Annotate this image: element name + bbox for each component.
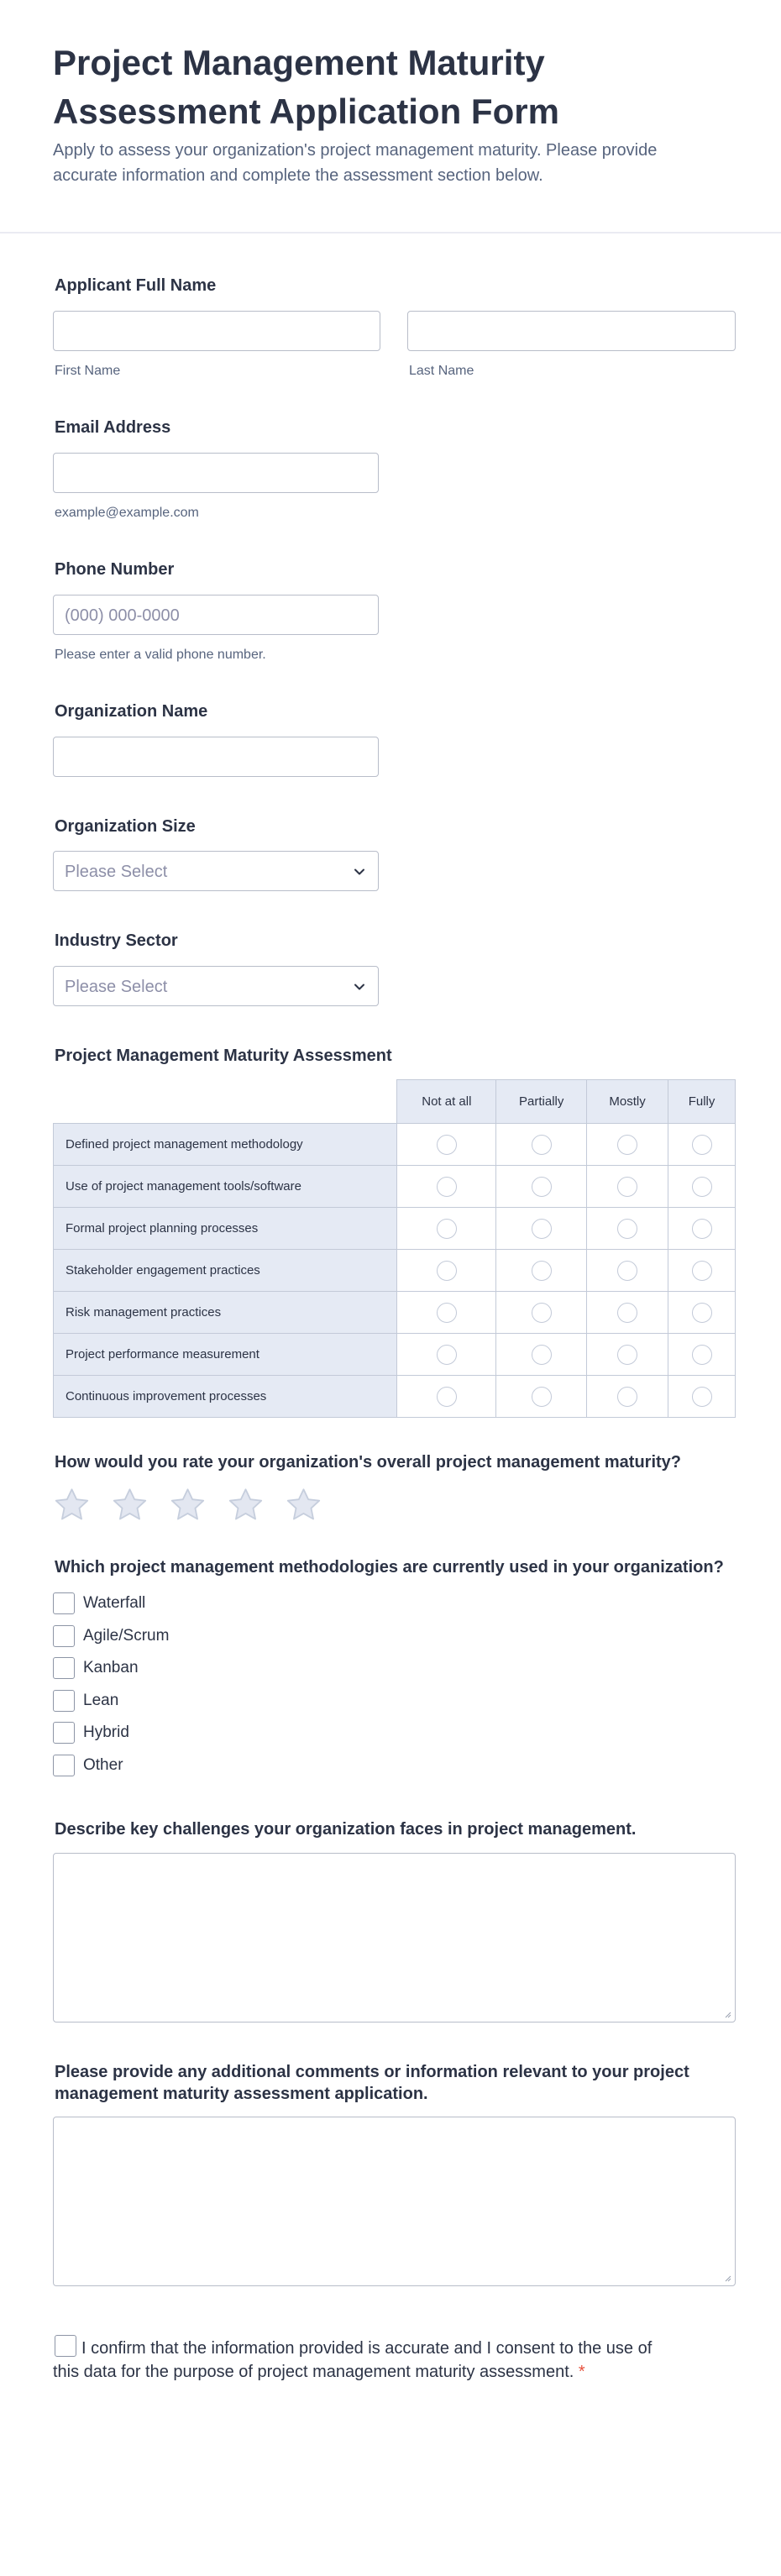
methodology-option[interactable]	[53, 1625, 169, 1647]
matrix-row-label: Use of project management tools/software	[54, 1166, 397, 1208]
methodologies-label: Which project management methodologies are currently used in your organization?	[55, 1558, 724, 1577]
matrix-row-label: Stakeholder engagement practices	[54, 1250, 397, 1292]
matrix-cell[interactable]	[668, 1376, 736, 1418]
star-icon[interactable]	[169, 1487, 207, 1524]
methodology-option-label: Waterfall	[83, 1594, 146, 1612]
consent-text: I confirm that the information provided is accurate and I consent to the use of this data for the purpose of project management maturity assessment.	[53, 2339, 653, 2381]
matrix-radio[interactable]	[437, 1345, 457, 1365]
methodology-option-label: Hybrid	[83, 1723, 129, 1741]
assessment-matrix	[53, 1079, 736, 1418]
matrix-radio[interactable]	[532, 1345, 552, 1365]
matrix-corner	[54, 1080, 397, 1124]
industry-selected: Please Select	[65, 978, 168, 996]
matrix-cell[interactable]	[668, 1250, 736, 1292]
matrix-row	[54, 1376, 736, 1418]
checkbox[interactable]	[53, 1755, 75, 1776]
matrix-cell[interactable]	[587, 1208, 668, 1250]
matrix-radio[interactable]	[617, 1387, 637, 1407]
matrix-radio[interactable]	[532, 1303, 552, 1323]
matrix-cell[interactable]	[587, 1124, 668, 1166]
last-name-input[interactable]	[407, 311, 736, 351]
matrix-radio[interactable]	[437, 1177, 457, 1197]
matrix-cell[interactable]	[496, 1208, 587, 1250]
matrix-radio[interactable]	[532, 1177, 552, 1197]
consent-checkbox[interactable]	[55, 2335, 76, 2357]
comments-textarea[interactable]	[53, 2117, 736, 2286]
resize-grip-icon[interactable]	[723, 2010, 731, 2018]
matrix-radio[interactable]	[532, 1135, 552, 1155]
matrix-radio[interactable]	[692, 1219, 712, 1239]
matrix-cell[interactable]	[496, 1124, 587, 1166]
matrix-cell[interactable]	[397, 1376, 496, 1418]
resize-grip-icon[interactable]	[723, 2274, 731, 2282]
matrix-row	[54, 1334, 736, 1376]
consent-field	[53, 2335, 658, 2384]
matrix-radio[interactable]	[437, 1387, 457, 1407]
matrix-row	[54, 1124, 736, 1166]
matrix-row	[54, 1166, 736, 1208]
matrix-radio[interactable]	[532, 1261, 552, 1281]
matrix-radio[interactable]	[617, 1135, 637, 1155]
matrix-radio[interactable]	[437, 1219, 457, 1239]
matrix-radio[interactable]	[532, 1219, 552, 1239]
matrix-cell[interactable]	[587, 1292, 668, 1334]
page-subtitle: Apply to assess your organization's project management maturity. Please provide accurate information and complete the assessment section below.	[53, 141, 658, 185]
matrix-header-row	[54, 1080, 736, 1124]
matrix-radio[interactable]	[692, 1345, 712, 1365]
page-title: Project Management Maturity Assessment Application Form	[53, 43, 559, 131]
challenges-textarea[interactable]	[53, 1853, 736, 2023]
matrix-cell[interactable]	[587, 1334, 668, 1376]
form-header	[0, 0, 781, 233]
first-name-input[interactable]	[53, 311, 380, 351]
matrix-row-label: Project performance measurement	[54, 1334, 397, 1376]
matrix-cell[interactable]	[397, 1124, 496, 1166]
chevron-down-icon	[351, 863, 368, 880]
phone-input[interactable]	[53, 595, 379, 635]
matrix-cell[interactable]	[397, 1208, 496, 1250]
checkbox[interactable]	[53, 1722, 75, 1744]
industry-select[interactable]	[53, 966, 379, 1006]
last-name-sublabel: Last Name	[409, 364, 474, 378]
checkbox[interactable]	[53, 1690, 75, 1712]
matrix-row-label: Defined project management methodology	[54, 1124, 397, 1166]
star-icon[interactable]	[111, 1487, 149, 1524]
checkbox[interactable]	[53, 1592, 75, 1614]
phone-sublabel: Please enter a valid phone number.	[55, 648, 266, 662]
matrix-radio[interactable]	[617, 1303, 637, 1323]
matrix-cell[interactable]	[496, 1292, 587, 1334]
org-size-label: Organization Size	[55, 817, 196, 836]
matrix-row-label: Continuous improvement processes	[54, 1376, 397, 1418]
matrix-cell[interactable]	[496, 1250, 587, 1292]
matrix-row	[54, 1250, 736, 1292]
email-label: Email Address	[55, 418, 171, 437]
matrix-cell[interactable]	[397, 1166, 496, 1208]
star-rating	[53, 1487, 322, 1524]
methodology-option[interactable]	[53, 1690, 118, 1712]
industry-label: Industry Sector	[55, 931, 178, 950]
methodology-option-label: Kanban	[83, 1659, 139, 1676]
matrix-radio[interactable]	[437, 1261, 457, 1281]
matrix-radio[interactable]	[617, 1261, 637, 1281]
matrix-label: Project Management Maturity Assessment	[55, 1047, 392, 1065]
star-icon[interactable]	[227, 1487, 265, 1524]
matrix-radio[interactable]	[437, 1303, 457, 1323]
matrix-cell[interactable]	[587, 1250, 668, 1292]
matrix-radio[interactable]	[617, 1177, 637, 1197]
methodology-option-label: Lean	[83, 1692, 119, 1709]
phone-label: Phone Number	[55, 560, 175, 579]
matrix-cell[interactable]	[587, 1376, 668, 1418]
matrix-radio[interactable]	[692, 1177, 712, 1197]
methodology-option[interactable]	[53, 1657, 139, 1679]
methodology-option-label: Other	[83, 1756, 123, 1774]
matrix-radio[interactable]	[692, 1135, 712, 1155]
star-icon[interactable]	[53, 1487, 91, 1524]
matrix-cell[interactable]	[496, 1334, 587, 1376]
matrix-radio[interactable]	[437, 1135, 457, 1155]
email-input[interactable]	[53, 453, 379, 493]
matrix-radio[interactable]	[617, 1219, 637, 1239]
matrix-cell[interactable]	[668, 1124, 736, 1166]
methodology-option[interactable]	[53, 1592, 145, 1614]
matrix-col-header: Partially	[496, 1080, 587, 1124]
matrix-cell[interactable]	[397, 1334, 496, 1376]
matrix-col-header: Mostly	[587, 1080, 668, 1124]
phone-placeholder: (000) 000-0000	[65, 606, 180, 625]
matrix-cell[interactable]	[397, 1292, 496, 1334]
methodology-option-label: Agile/Scrum	[83, 1627, 170, 1645]
methodology-option[interactable]	[53, 1722, 129, 1744]
matrix-row-label: Formal project planning processes	[54, 1208, 397, 1250]
chevron-down-icon	[351, 978, 368, 995]
matrix-cell[interactable]	[496, 1166, 587, 1208]
matrix-radio[interactable]	[692, 1387, 712, 1407]
matrix-col-header: Fully	[668, 1080, 736, 1124]
first-name-sublabel: First Name	[55, 364, 121, 378]
organization-input[interactable]	[53, 737, 379, 777]
comments-label: Please provide any additional comments or information relevant to your project management maturity assessment application.	[55, 2063, 689, 2103]
matrix-row	[54, 1292, 736, 1334]
checkbox[interactable]	[53, 1657, 75, 1679]
checkbox[interactable]	[53, 1625, 75, 1647]
full-name-label: Applicant Full Name	[55, 276, 217, 295]
matrix-cell[interactable]	[668, 1208, 736, 1250]
matrix-radio[interactable]	[532, 1387, 552, 1407]
matrix-cell[interactable]	[397, 1250, 496, 1292]
matrix-radio[interactable]	[692, 1261, 712, 1281]
matrix-row	[54, 1208, 736, 1250]
matrix-cell[interactable]	[496, 1376, 587, 1418]
matrix-radio[interactable]	[692, 1303, 712, 1323]
matrix-col-header: Not at all	[397, 1080, 496, 1124]
organization-label: Organization Name	[55, 702, 208, 721]
matrix-cell[interactable]	[668, 1334, 736, 1376]
required-mark: *	[578, 2363, 585, 2381]
challenges-label: Describe key challenges your organization faces in project management.	[55, 1820, 637, 1839]
org-size-selected: Please Select	[65, 863, 168, 881]
rating-label: How would you rate your organization's overall project management maturity?	[55, 1453, 681, 1472]
matrix-cell[interactable]	[587, 1166, 668, 1208]
matrix-cell[interactable]	[668, 1166, 736, 1208]
org-size-select[interactable]	[53, 851, 379, 891]
matrix-radio[interactable]	[617, 1345, 637, 1365]
star-icon[interactable]	[285, 1487, 322, 1524]
email-sublabel: example@example.com	[55, 506, 199, 520]
methodology-option[interactable]	[53, 1755, 123, 1776]
matrix-row-label: Risk management practices	[54, 1292, 397, 1334]
matrix-cell[interactable]	[668, 1292, 736, 1334]
